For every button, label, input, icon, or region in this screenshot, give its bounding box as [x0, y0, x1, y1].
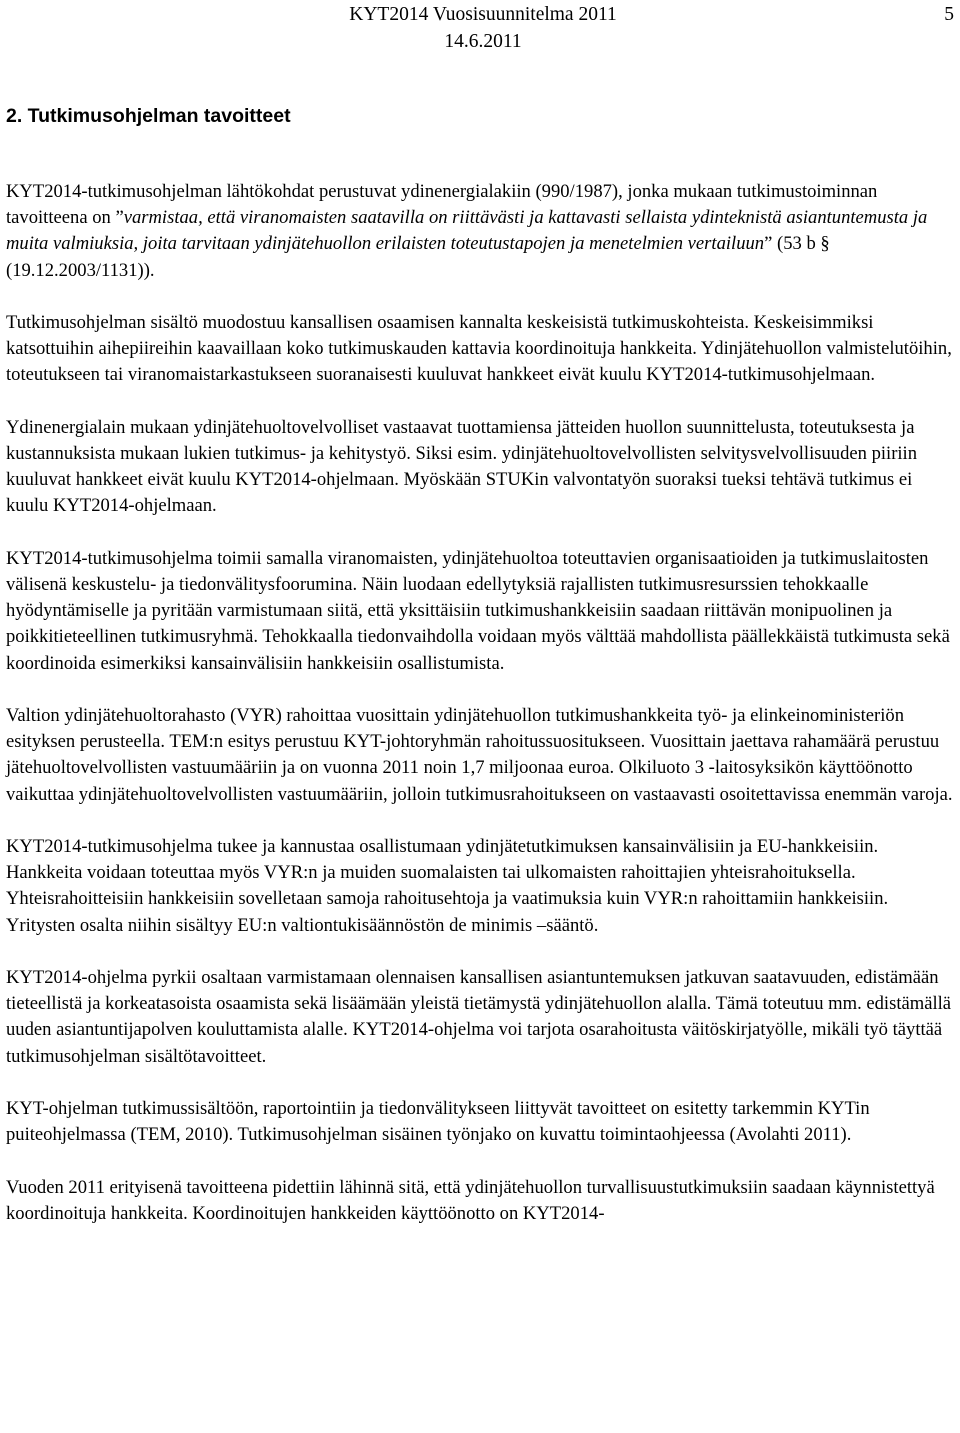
- body-text: [6, 179, 958, 1253]
- header-date: 14.6.2011: [444, 31, 522, 52]
- header-title: KYT2014 Vuosisuunnitelma 2011: [349, 4, 617, 25]
- paragraph-1: [6, 179, 958, 284]
- paragraph-2: Tutkimusohjelman sisältö muodostuu kansallisen osaamisen kannalta keskeisistä tutkimuskohteista. Keskeisimmiksi katsottuihin aihepiireihin kaavaillaan koko tutkimuskauden kattavia koordinoituja hankkeita. Ydinjätehuollon valmistelutöihin, toteutukseen tai viranomaistarkastukseen suoranaisesti kuuluvat hankkeet eivät kuulu KYT2014-tutkimusohjelmaan.: [6, 312, 952, 386]
- law-reference: ” (53 b § (19.12.2003/1131)).: [6, 233, 830, 281]
- paragraph-7: KYT2014-ohjelma pyrkii osaltaan varmistamaan olennaisen kansallisen asiantuntemuksen jatkuvan saatavuuden, edistämään tieteellistä ja korkeatasoista osaamista sekä lisäämään yleistä tietämystä ydinjätehuollon alalla. Tämä toteutuu mm. edistämällä uuden asiantuntijapolven kouluttamista alalle. KYT2014-ohjelma voi tarjota osarahoitusta väitöskirjatyölle, mikäli työ täyttää tutkimusohjelman sisältötavoitteet.: [6, 967, 952, 1067]
- paragraph-8: KYT-ohjelman tutkimussisältöön, raportointiin ja tiedonvälitykseen liittyvät tavoitteet on esitetty tarkemmin KYTin puiteohjelmassa (TEM, 2010). Tutkimusohjelman sisäinen työnjako on kuvattu toimintaohjeessa (Avolahti 2011).: [6, 1098, 870, 1146]
- paragraph-1-intro: KYT2014-tutkimusohjelman lähtökohdat perustuvat ydinenergialakiin (990/1987), jonka mukaan tutkimustoiminnan tavoitteena on ”: [6, 181, 878, 229]
- section-heading: 2. Tutkimusohjelman tavoitteet: [6, 105, 291, 127]
- paragraph-5: Valtion ydinjätehuoltorahasto (VYR) rahoittaa vuosittain ydinjätehuollon tutkimushankkeita työ- ja elinkeinoministeriön esityksen perusteella. TEM:n esitys perustuu KYT-johtoryhmän rahoitussuositukseen. Vuosittain jaettava rahamäärä perustuu jätehuoltovelvollisten vastuumääriin ja on vuonna 2011 noin 1,7 miljoonaa euroa. Olkiluoto 3 -laitosyksikön käyttöönotto vaikuttaa ydinjätehuoltovelvollisten vastuumääriin, jolloin tutkimusrahoitukseen on vastaavasti osoitettavissa enemmän varoja.: [6, 705, 953, 805]
- page-number: 5: [944, 4, 954, 25]
- paragraph-3: Ydinenergialain mukaan ydinjätehuoltovelvolliset vastaavat tuottamiensa jätteiden huollon suunnittelusta, toteutuksesta ja kustannuksista mukaan lukien tutkimus- ja kehitystyö. Siksi esim. ydinjätehuoltovelvollisten selvitysvelvollisuuden piiriin kuuluvat hankkeet eivät kuulu KYT2014-ohjelmaan. Myöskään STUKin valvontatyön suoraksi tueksi tehtävä tutkimus ei kuulu KYT2014-ohjelmaan.: [6, 416, 918, 517]
- law-quote: varmistaa, että viranomaisten saatavilla on riittävästi ja kattavasti sellaista ydinteknistä asiantuntemusta ja muita valmiuksia, joita tarvitaan ydinjätehuollon erilaisten toteutustapojen ja menetelmien vertailuun: [6, 207, 928, 255]
- page-header: [0, 2, 960, 58]
- paragraph-9: Vuoden 2011 erityisenä tavoitteena pidettiin lähinnä sitä, että ydinjätehuollon turvallisuustutkimuksiin saadaan käynnistettyä koordinoituja hankkeita. Koordinoitujen hankkeiden käyttöönotto on KYT2014-: [6, 1176, 935, 1224]
- paragraph-4: KYT2014-tutkimusohjelma toimii samalla viranomaisten, ydinjätehuoltoa toteuttavien organisaatioiden ja tutkimuslaitosten välisenä keskustelu- ja tiedonvälitysfoorumina. Näin luodaan edellytyksiä rajallisten tutkimusresurssien tehokkaalle hyödyntämiselle ja pyritään varmistumaan siitä, että yksittäisiin tutkimushankkeisiin saadaan riittävän monipuolinen ja poikkitieteellinen tutkimusryhmä. Tehokkaalla tiedonvaihdolla voidaan myös välttää mahdollista päällekkäistä tutkimusta sekä koordinoida esimerkiksi kansainvälisiin hankkeisiin osallistumista.: [6, 547, 950, 674]
- paragraph-6: KYT2014-tutkimusohjelma tukee ja kannustaa osallistumaan ydinjätetutkimuksen kansainvälisiin ja EU-hankkeisiin. Hankkeita voidaan toteuttaa myös VYR:n ja muiden suomalaisten tai ulkomaisten rahoittajien yhteisrahoituksella. Yhteisrahoitteisiin hankkeisiin sovelletaan samoja rahoitusehtoja ja vaatimuksia kuin VYR:n rahoittamiin hankkeisiin. Yritysten osalta niihin sisältyy EU:n valtiontukisäännöstön de minimis –sääntö.: [6, 836, 889, 936]
